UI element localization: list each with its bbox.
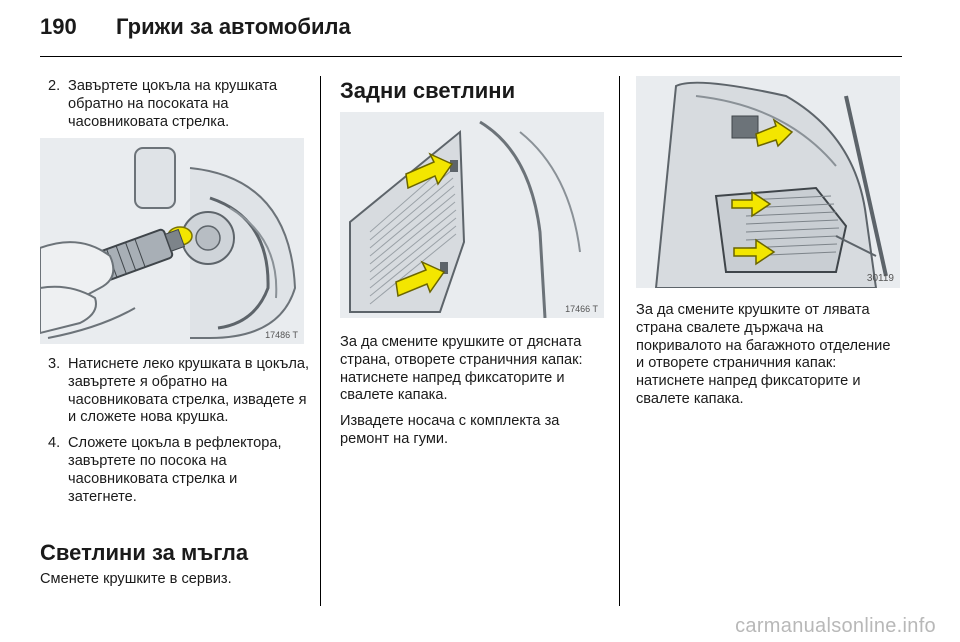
- fog-lights-section: [40, 540, 310, 589]
- column-divider-1: [320, 76, 321, 606]
- left-side-instructions: За да смените крушките от лявата страна свалете държача на покривалото на багажното отделение и отворете страничния капак: натиснете напред фиксаторите и свалете капака.: [636, 302, 891, 407]
- column-3-text: [636, 302, 902, 417]
- header-rule: [40, 56, 902, 57]
- step-number: 2.: [48, 78, 61, 94]
- page-title: Грижи за автомобила: [116, 14, 351, 39]
- figure-code: 30119: [866, 273, 894, 284]
- step-text: Сложете цокъла в рефлектора, завъртете по посока на часовниковата стрелка и затегнете.: [68, 435, 282, 505]
- step-4: [48, 435, 310, 506]
- figure-bulb-socket: [40, 138, 304, 344]
- column-1-lower: [48, 356, 310, 514]
- step-3: [48, 356, 310, 427]
- step-text: Натиснете леко крушката в цокъла, завъртете я обратно на часовниковата стрелка, извадете я и сложете нова крушка.: [68, 356, 310, 426]
- watermark: carmanualsonline.info: [735, 615, 936, 637]
- column-divider-2: [619, 76, 620, 606]
- section-title-fog-lights: Светлини за мъгла: [40, 540, 249, 565]
- right-side-instructions: За да смените крушките от дясната страна, отворете страничния капак: натиснете напред фиксаторите и свалете капака.: [340, 334, 583, 404]
- column-2-text: [340, 334, 604, 457]
- figure-code: 17486 T: [265, 330, 298, 340]
- page-header: [40, 14, 902, 48]
- fog-lights-text: Сменете крушките в сервиз.: [40, 571, 232, 587]
- figure-left-side-cover: [636, 76, 900, 288]
- figure-code: 17466 T: [565, 304, 598, 314]
- step-number: 4.: [48, 435, 61, 452]
- step-text: Завъртете цокъла на крушката обратно на посоката на часовниковата стрелка.: [68, 78, 278, 130]
- tyre-kit-instruction: Извадете носача с комплекта за ремонт на гуми.: [340, 413, 560, 447]
- step-number: 3.: [48, 356, 61, 372]
- page-number: 190: [40, 14, 77, 39]
- section-title-rear-lights: Задни светлини: [340, 78, 516, 103]
- column-1: [48, 78, 310, 139]
- step-2: [48, 78, 310, 131]
- figure-right-side-cover: [340, 112, 604, 318]
- column-2: [340, 78, 604, 104]
